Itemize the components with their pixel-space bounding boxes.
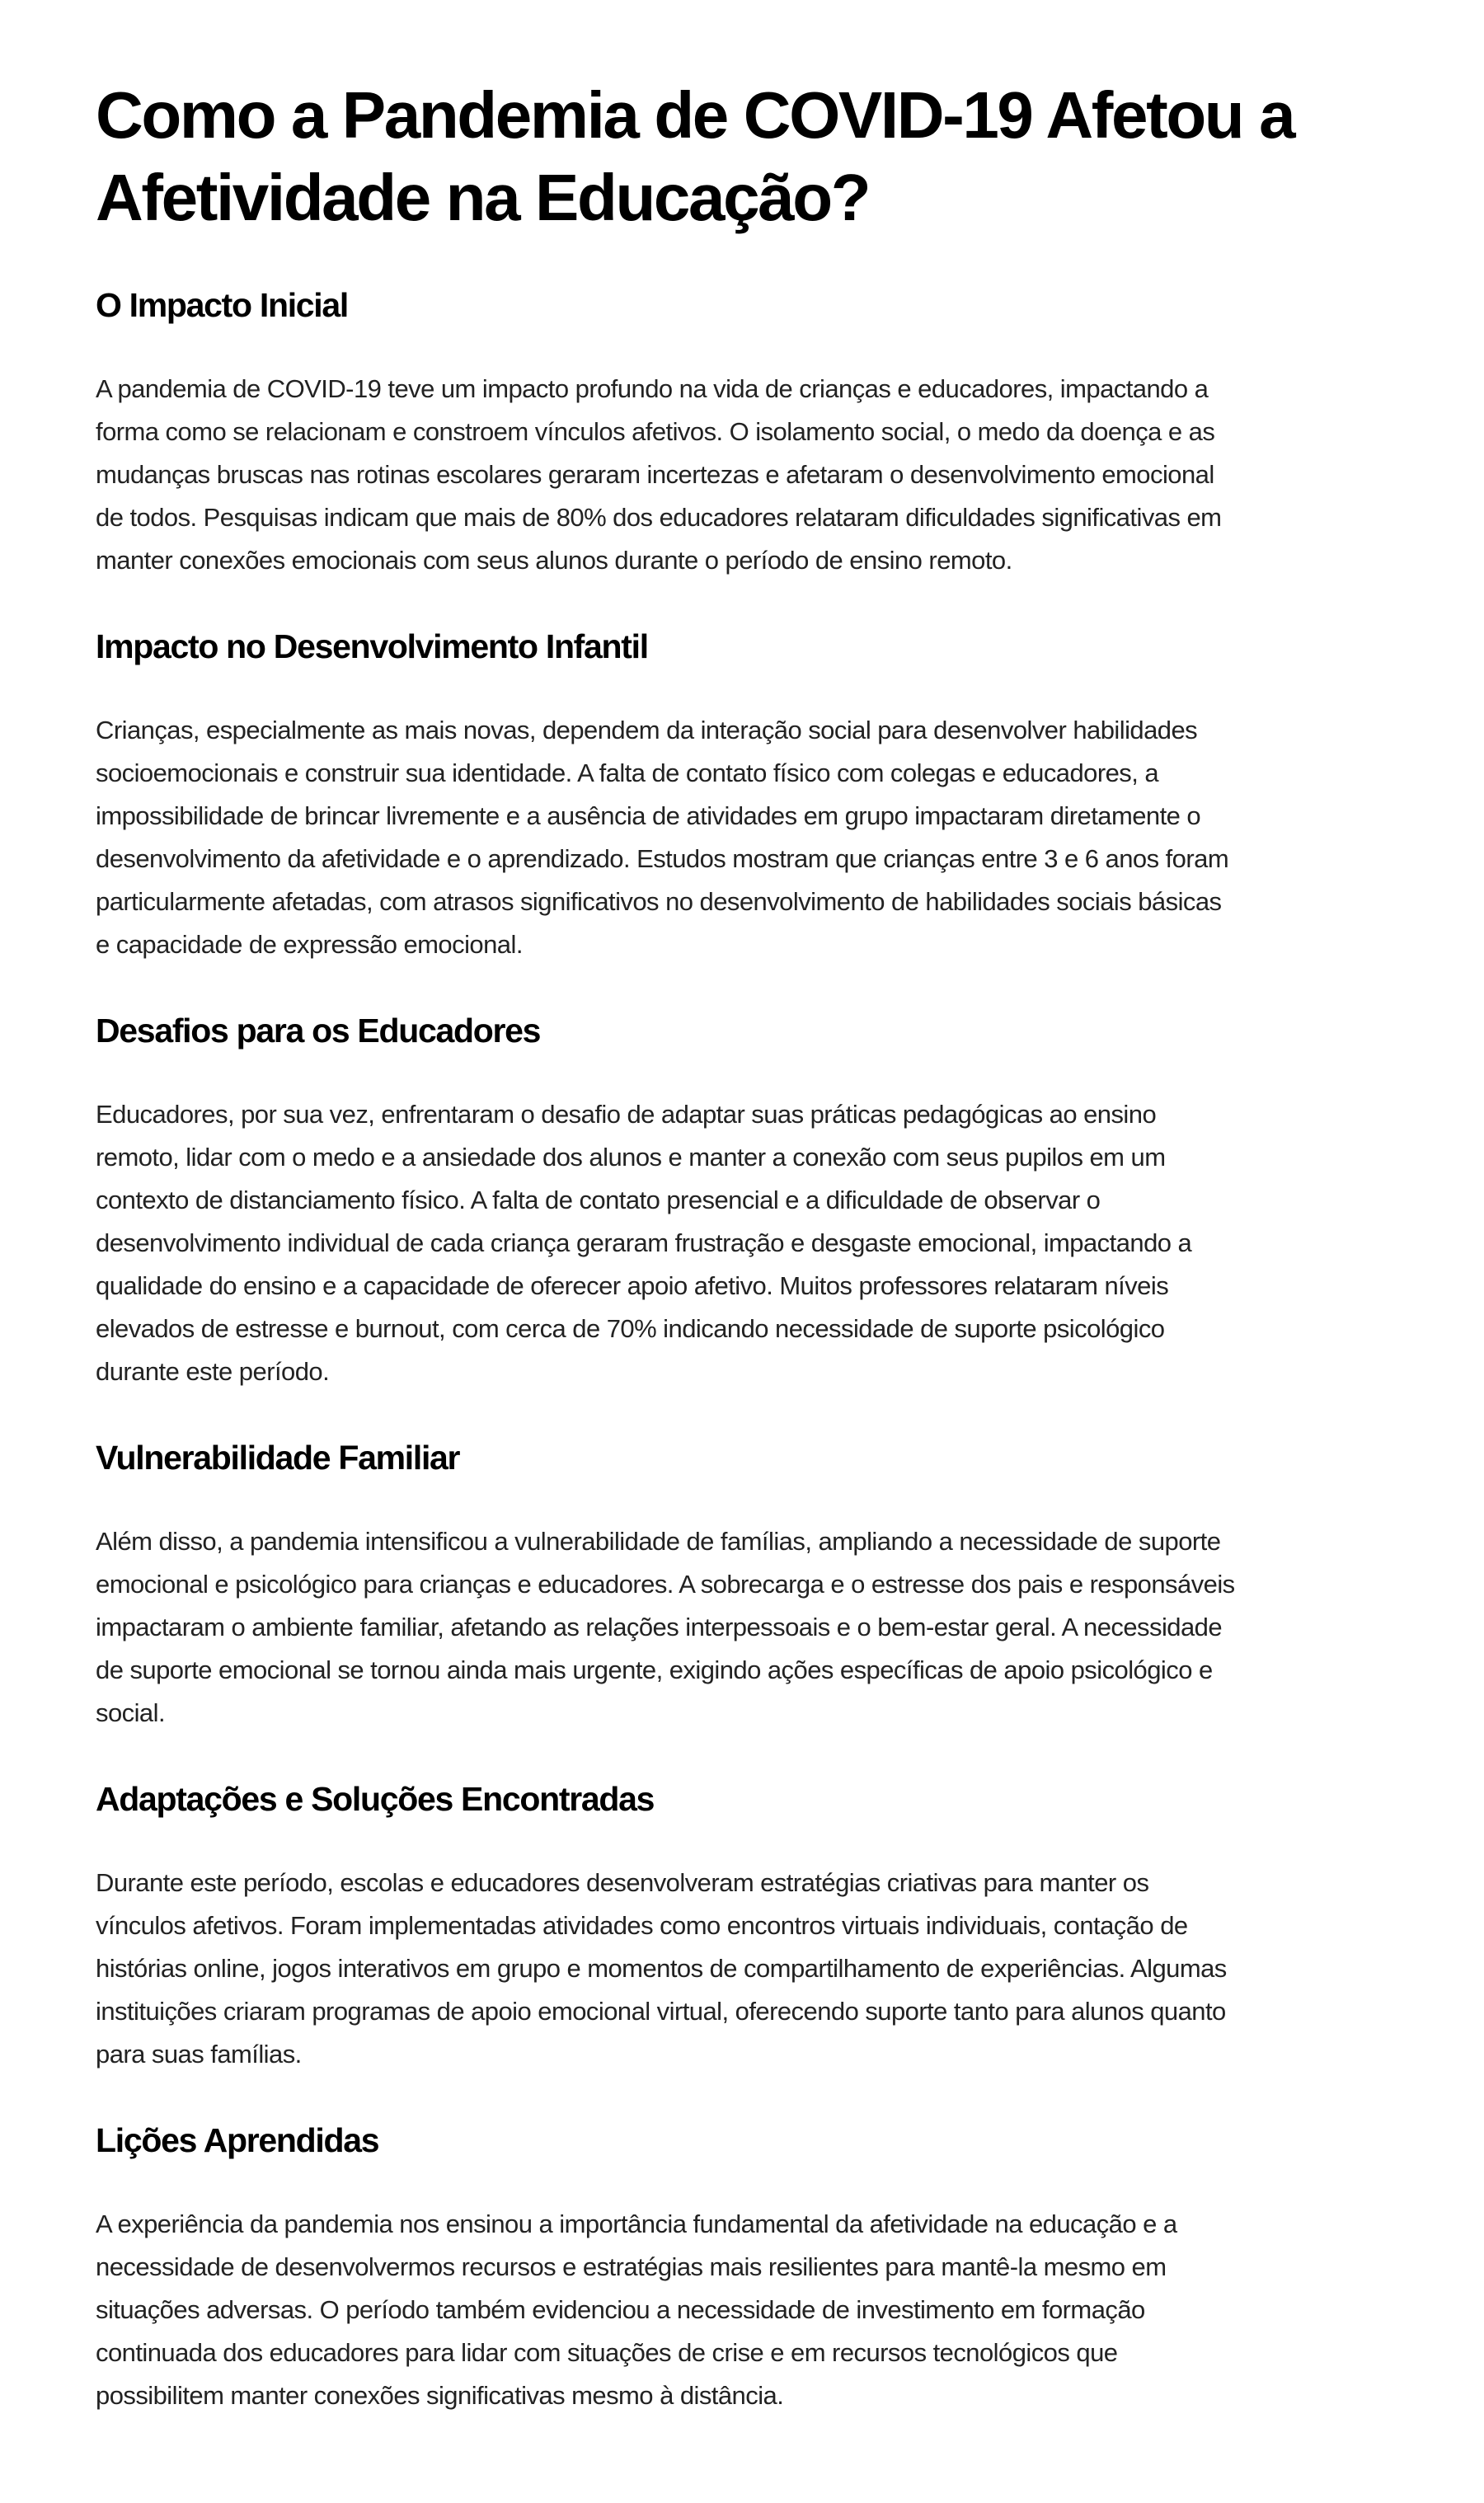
section-desafios-educadores — [96, 1007, 1388, 1393]
paragraph-line: particularmente afetadas, com atrasos significativos no desenvolvimento de habilidades sociais básicas — [96, 887, 1222, 916]
title-line: Como a Pandemia de COVID-19 Afetou a — [96, 78, 1294, 152]
section-heading: Impacto no Desenvolvimento Infantil — [96, 627, 648, 665]
paragraph-line: instituições criaram programas de apoio emocional virtual, oferecendo suporte tanto para alunos quanto — [96, 1997, 1226, 2026]
paragraph-line: contexto de distanciamento físico. A falta de contato presencial e a dificuldade de observar o — [96, 1186, 1101, 1214]
paragraph-line: Crianças, especialmente as mais novas, dependem da interação social para desenvolver habilidades — [96, 716, 1198, 744]
paragraph-line: de todos. Pesquisas indicam que mais de 80% dos educadores relataram dificuldades significativas em — [96, 503, 1222, 532]
paragraph-line: Além disso, a pandemia intensificou a vulnerabilidade de famílias, ampliando a necessidade de suporte — [96, 1527, 1221, 1556]
section-heading: Adaptações e Soluções Encontradas — [96, 1780, 655, 1818]
paragraph-line: A experiência da pandemia nos ensinou a importância fundamental da afetividade na educação e a — [96, 2209, 1177, 2238]
paragraph-line: de suporte emocional se tornou ainda mais urgente, exigindo ações específicas de apoio psicológico e — [96, 1655, 1213, 1684]
section-paragraph — [96, 709, 1388, 966]
section-heading: Lições Aprendidas — [96, 2121, 379, 2159]
section-paragraph — [96, 1862, 1388, 2076]
section-adaptacoes-solucoes — [96, 1776, 1388, 2076]
section-paragraph — [96, 2203, 1388, 2417]
paragraph-line: emocional e psicológico para crianças e educadores. A sobrecarga e o estresse dos pais e responsáveis — [96, 1570, 1235, 1599]
title-line: Afetividade na Educação? — [96, 161, 870, 234]
paragraph-line: possibilitem manter conexões significativas mesmo à distância. — [96, 2381, 784, 2410]
section-vulnerabilidade-familiar — [96, 1435, 1388, 1735]
section-licoes-aprendidas — [96, 2117, 1388, 2417]
paragraph-line: durante este período. — [96, 1357, 330, 1386]
paragraph-line: para suas famílias. — [96, 2040, 302, 2069]
paragraph-line: impossibilidade de brincar livremente e a ausência de atividades em grupo impactaram diretamente o — [96, 801, 1201, 830]
paragraph-line: remoto, lidar com o medo e a ansiedade dos alunos e manter a conexão com seus pupilos em um — [96, 1143, 1166, 1172]
paragraph-line: A pandemia de COVID-19 teve um impacto profundo na vida de crianças e educadores, impactando a — [96, 374, 1209, 403]
section-impacto-inicial — [96, 282, 1388, 582]
paragraph-line: continuada dos educadores para lidar com situações de crise e em recursos tecnológicos que — [96, 2338, 1118, 2367]
paragraph-line: manter conexões emocionais com seus alunos durante o período de ensino remoto. — [96, 546, 1012, 575]
paragraph-line: e capacidade de expressão emocional. — [96, 930, 523, 959]
section-paragraph — [96, 1520, 1388, 1735]
section-desenvolvimento-infantil — [96, 623, 1388, 966]
paragraph-line: vínculos afetivos. Foram implementadas atividades como encontros virtuais individuais, contação de — [96, 1911, 1188, 1940]
section-heading: O Impacto Inicial — [96, 286, 348, 324]
paragraph-line: desenvolvimento da afetividade e o aprendizado. Estudos mostram que crianças entre 3 e 6 anos foram — [96, 844, 1229, 873]
paragraph-line: necessidade de desenvolvermos recursos e estratégias mais resilientes para mantê-la mesmo em — [96, 2252, 1167, 2281]
paragraph-line: Durante este período, escolas e educadores desenvolveram estratégias criativas para manter os — [96, 1868, 1149, 1897]
section-heading: Desafios para os Educadores — [96, 1012, 541, 1050]
paragraph-line: mudanças bruscas nas rotinas escolares geraram incertezas e afetaram o desenvolvimento emocional — [96, 460, 1214, 489]
paragraph-line: social. — [96, 1698, 166, 1727]
section-paragraph — [96, 1093, 1388, 1393]
paragraph-line: impactaram o ambiente familiar, afetando as relações interpessoais e o bem-estar geral. A necessidade — [96, 1613, 1223, 1641]
paragraph-line: histórias online, jogos interativos em grupo e momentos de compartilhamento de experiências. Algumas — [96, 1954, 1227, 1983]
section-heading: Vulnerabilidade Familiar — [96, 1439, 460, 1477]
paragraph-line: elevados de estresse e burnout, com cerca de 70% indicando necessidade de suporte psicológico — [96, 1314, 1165, 1343]
paragraph-line: socioemocionais e construir sua identidade. A falta de contato físico com colegas e educadores, a — [96, 758, 1159, 787]
paragraph-line: qualidade do ensino e a capacidade de oferecer apoio afetivo. Muitos professores relataram níveis — [96, 1271, 1169, 1300]
paragraph-line: Educadores, por sua vez, enfrentaram o desafio de adaptar suas práticas pedagógicas ao ensino — [96, 1100, 1157, 1129]
paragraph-line: forma como se relacionam e constroem vínculos afetivos. O isolamento social, o medo da doença e as — [96, 417, 1215, 446]
paragraph-line: desenvolvimento individual de cada criança geraram frustração e desgaste emocional, impactando a — [96, 1228, 1192, 1257]
page-title — [96, 74, 1388, 239]
paragraph-line: situações adversas. O período também evidenciou a necessidade de investimento em formação — [96, 2295, 1145, 2324]
section-paragraph — [96, 368, 1388, 582]
